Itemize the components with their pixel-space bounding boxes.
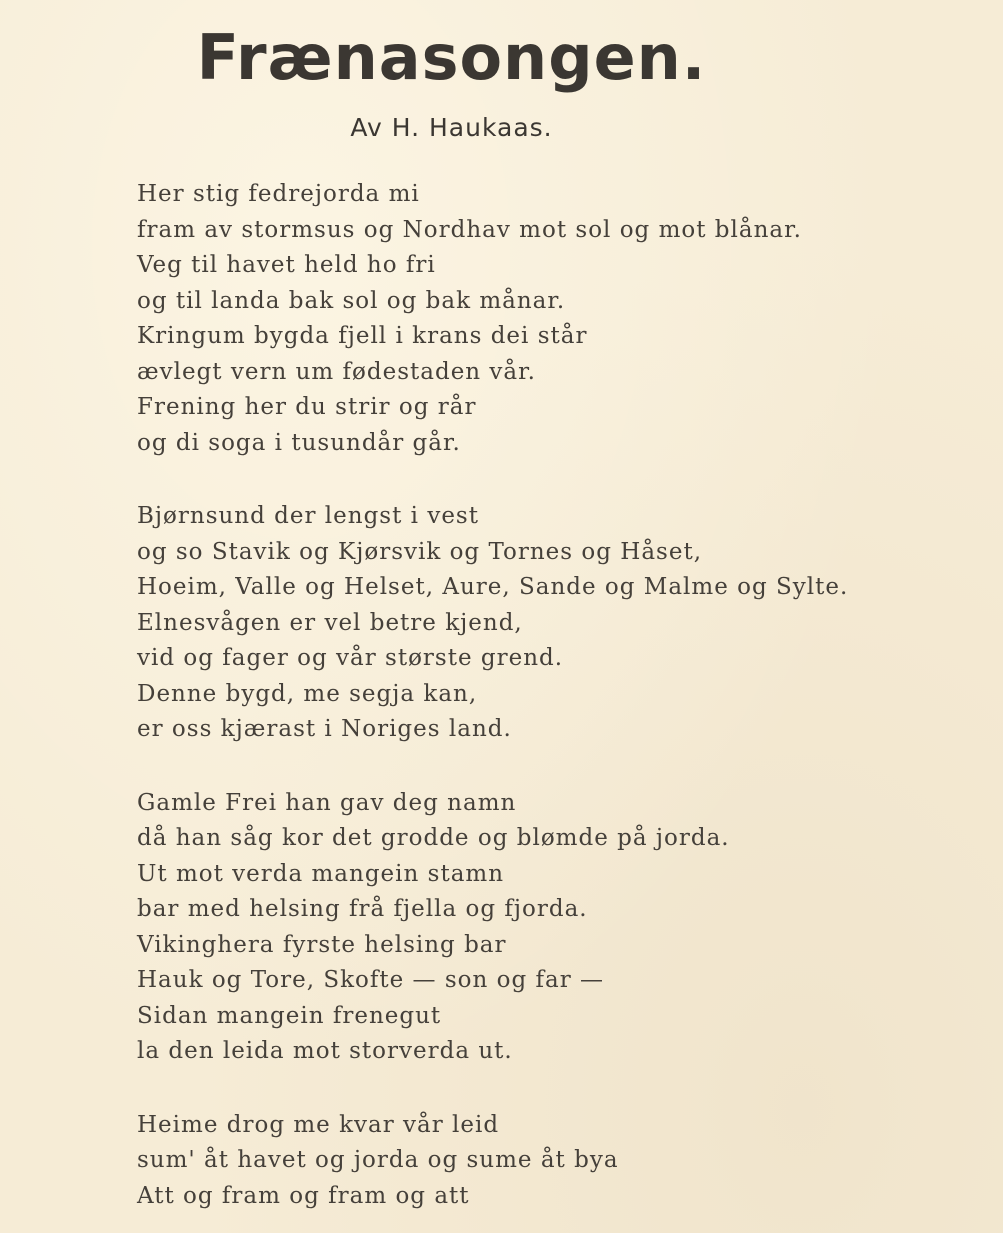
poem-line: og so Stavik og Kjørsvik og Tornes og Håset, [137,538,703,565]
poem-line: Att og fram og fram og att [137,1182,470,1209]
poem-line: fram av stormsus og Nordhav mot sol og mot blånar. [137,216,802,243]
stanza-3 [137,786,977,1070]
poem-line: og di soga i tusundår går. [137,429,461,456]
stanza-4 [137,1108,977,1215]
poem-line: Veg til havet held ho fri [137,252,436,278]
poem-line: vid og fager og vår største grend. [137,645,564,671]
poem-line: Frening her du strir og rår [137,394,477,420]
poem-line: ævlegt vern um fødestaden vår. [137,358,536,385]
poem-line: Hoeim, Valle og Helset, Aure, Sande og Malme og Sylte. [137,574,849,600]
stanza-spacer [137,1070,977,1108]
poem-line: Elnesvågen er vel betre kjend, [137,609,523,636]
poem-line: Heime drog me kvar vår leid [137,1111,500,1138]
poem-author: Av H. Haukaas. [350,113,553,142]
poem-line: Ut mot verda mangein stamn [137,860,505,887]
poem-line: er oss kjærast i Noriges land. [137,716,512,742]
stanza-1 [137,177,977,461]
poem-line: Hauk og Tore, Skofte — son og far — [137,967,605,993]
poem-line: Gamle Frei han gav deg namn [137,789,517,816]
poem-body [137,177,977,1214]
poem-line: sum' åt havet og jorda og sume åt bya [137,1147,619,1173]
poem-line: Denne bygd, me segja kan, [137,680,478,707]
stanza-spacer [137,461,977,499]
poem-line: bar med helsing frå fjella og fjorda. [137,896,588,922]
poem-line: Kringum bygda fjell i krans dei står [137,323,588,349]
poem-line: Sidan mangein frenegut [137,1002,442,1029]
stanza-2 [137,499,977,748]
poem-line: då han såg kor det grodde og blømde på jorda. [137,825,730,851]
stanza-spacer [137,748,977,786]
poem-line: la den leida mot storverda ut. [137,1038,513,1064]
poem-line: og til landa bak sol og bak månar. [137,287,566,314]
poem-line: Bjørnsund der lengst i vest [137,503,479,529]
poem-line: Her stig fedrejorda mi [137,181,420,207]
poem-line: Vikinghera fyrste helsing bar [137,931,507,958]
poem-title: Frænasongen. [196,21,707,94]
